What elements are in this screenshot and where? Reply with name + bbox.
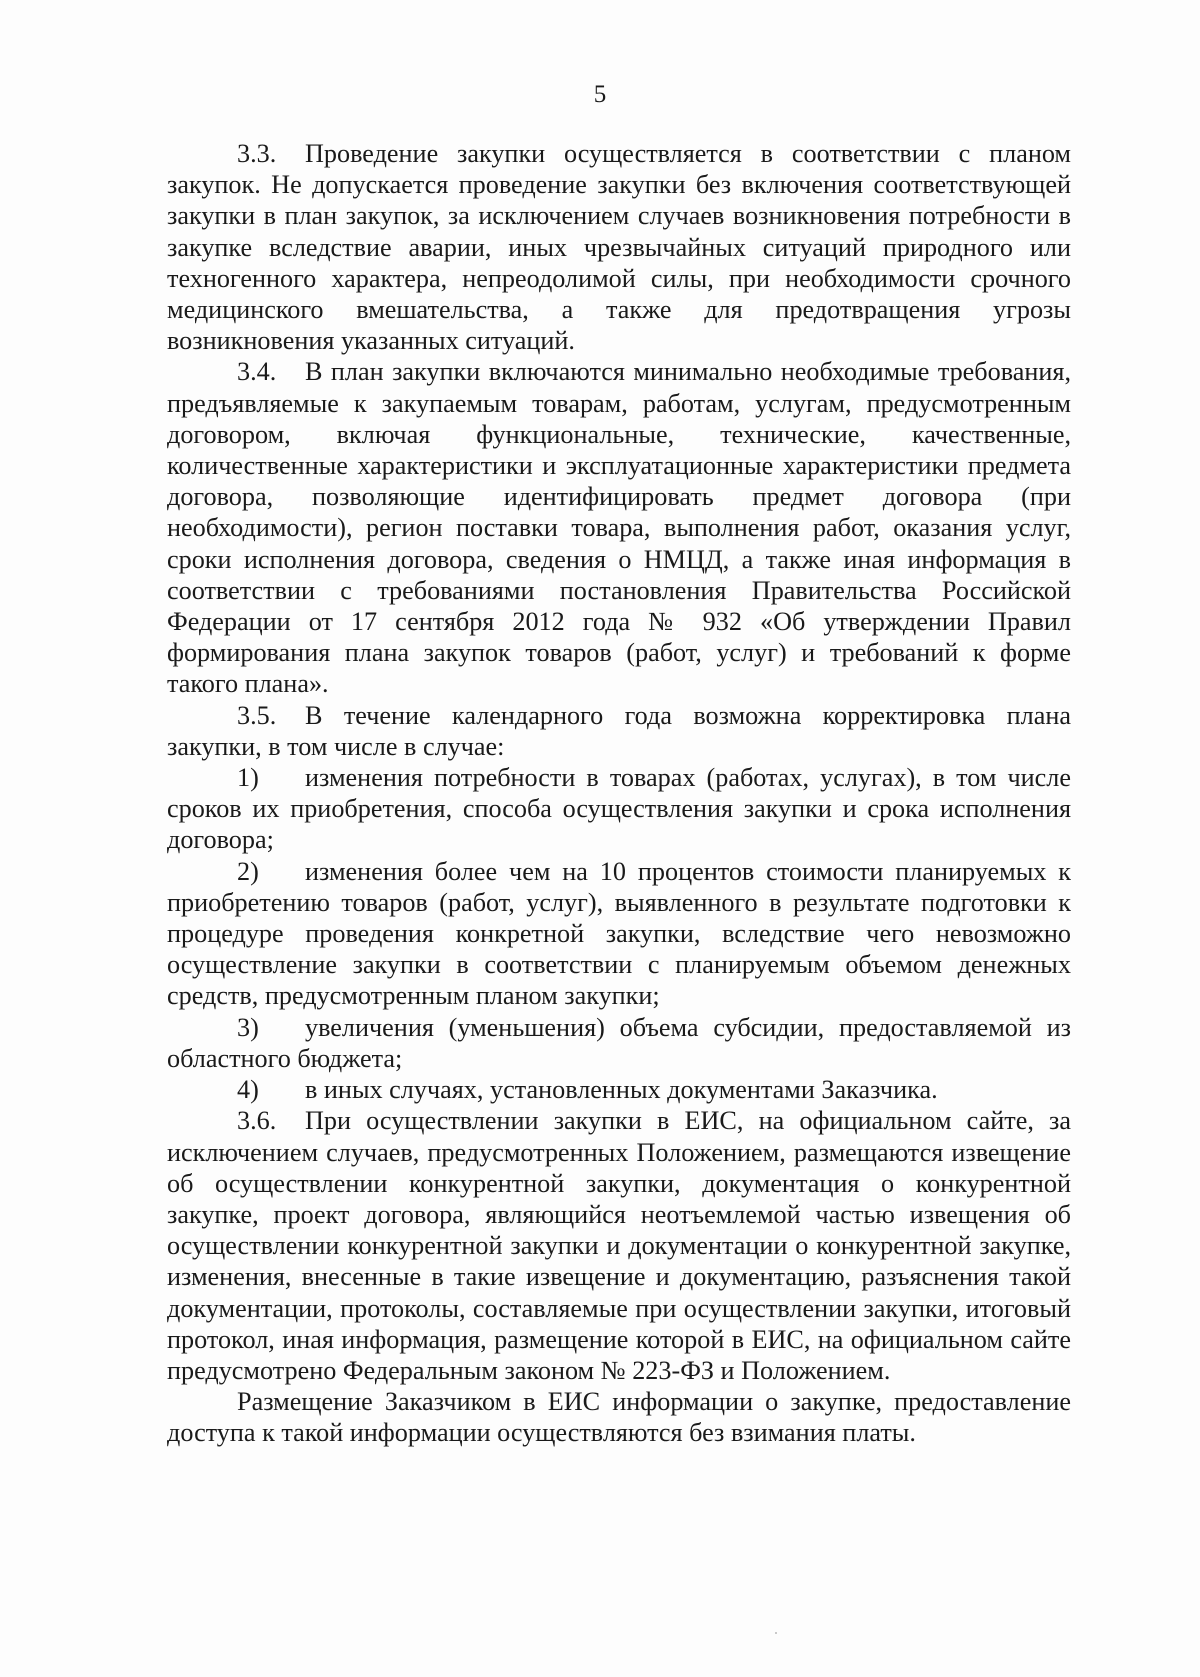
clause-number: 3.5.: [237, 700, 277, 730]
list-item-2: [167, 856, 1071, 1012]
clause-number: 3.6.: [237, 1106, 277, 1136]
list-item-text: изменения потребности в товарах (работах, услугах), в том числе сроков их приобретения, способа осуществления закупки и срока исполнения договора;: [167, 763, 1071, 855]
clause-number: 3.4.: [237, 357, 277, 387]
paragraph-3-6: [167, 1105, 1071, 1386]
paragraph-3-5: [167, 700, 1071, 762]
paragraph-text: Размещение Заказчиком в ЕИС информации о закупке, предоставление доступа к такой информации осуществляются без взимания платы.: [167, 1387, 1071, 1448]
list-item-number: 4): [237, 1075, 259, 1105]
paragraph-3-3: [167, 138, 1071, 356]
list-item-number: 2): [237, 856, 259, 886]
paragraph-3-4: [167, 356, 1071, 699]
list-item-text: увеличения (уменьшения) объема субсидии, предоставляемой из областного бюджета;: [167, 1012, 1071, 1073]
list-item-text: в иных случаях, установленных документами Заказчика.: [305, 1075, 938, 1105]
page-number: 5: [593, 81, 607, 108]
clause-number: 3.3.: [237, 139, 277, 168]
paragraph-closing: [167, 1386, 1071, 1448]
list-item-number: 1): [237, 763, 259, 793]
paragraph-text: В план закупки включаются минимально необходимые требования, предъявляемые к закупаемым товарам, работам, услугам, предусмотренным договором, включая функциональные, технические, качественные, количественные характеристики и эксплуатационные характеристики предмета договора, позволяющие идентифицировать предмет договора (при необходимости), регион поставки товара, выполнения работ, оказания услуг, сроки исполнения договора, сведения о НМЦД, а также иная информация в соответствии с требованиями постановления Правительства Российской Федерации от 17 сентября 2012 года № 932 «Об утверждении Правил формирования плана закупок товаров (работ, услуг) и требований к форме такого плана».: [167, 357, 1071, 699]
list-item-text: изменения более чем на 10 процентов стоимости планируемых к приобретению товаров (работ, услуг), выявленного в результате подготовки к процедуре проведения конкретной закупки, вследствие чего невозможно осуществление закупки в соответствии с планируемым объемом денежных средств, предусмотренным планом закупки;: [167, 856, 1071, 1011]
paragraph-text: В течение календарного года возможна корректировка плана закупки, в том числе в случае:: [167, 700, 1071, 761]
paragraph-text: Проведение закупки осуществляется в соответствии с планом закупок. Не допускается проведение закупки без включения соответствующей закупки в план закупок, за исключением случаев возникновения потребности в закупке вследствие аварии, иных чрезвычайных ситуаций природного или техногенного характера, непреодолимой силы, при необходимости срочного медицинского вмешательства, а также для предотвращения угрозы возникновения указанных ситуаций.: [167, 139, 1071, 356]
list-item-1: [167, 762, 1071, 856]
document-body: [167, 138, 1071, 1449]
list-item-number: 3): [237, 1012, 259, 1042]
paragraph-text: При осуществлении закупки в ЕИС, на официальном сайте, за исключением случаев, предусмотренных Положением, размещаются извещение об осуществлении конкурентной закупки, документация о конкурентной закупке, проект договора, являющийся неотъемлемой частью извещения об осуществлении конкурентной закупки и документации о конкурентной закупке, изменения, внесенные в такие извещение и документацию, разъяснения такой документации, протоколы, составляемые при осуществлении закупки, итоговый протокол, иная информация, размещение которой в ЕИС, на официальном сайте предусмотрено Федеральным законом № 223-ФЗ и Положением.: [167, 1106, 1071, 1385]
list-item-4: [167, 1074, 1071, 1105]
scan-speck: [775, 1632, 777, 1634]
list-item-3: [167, 1012, 1071, 1074]
